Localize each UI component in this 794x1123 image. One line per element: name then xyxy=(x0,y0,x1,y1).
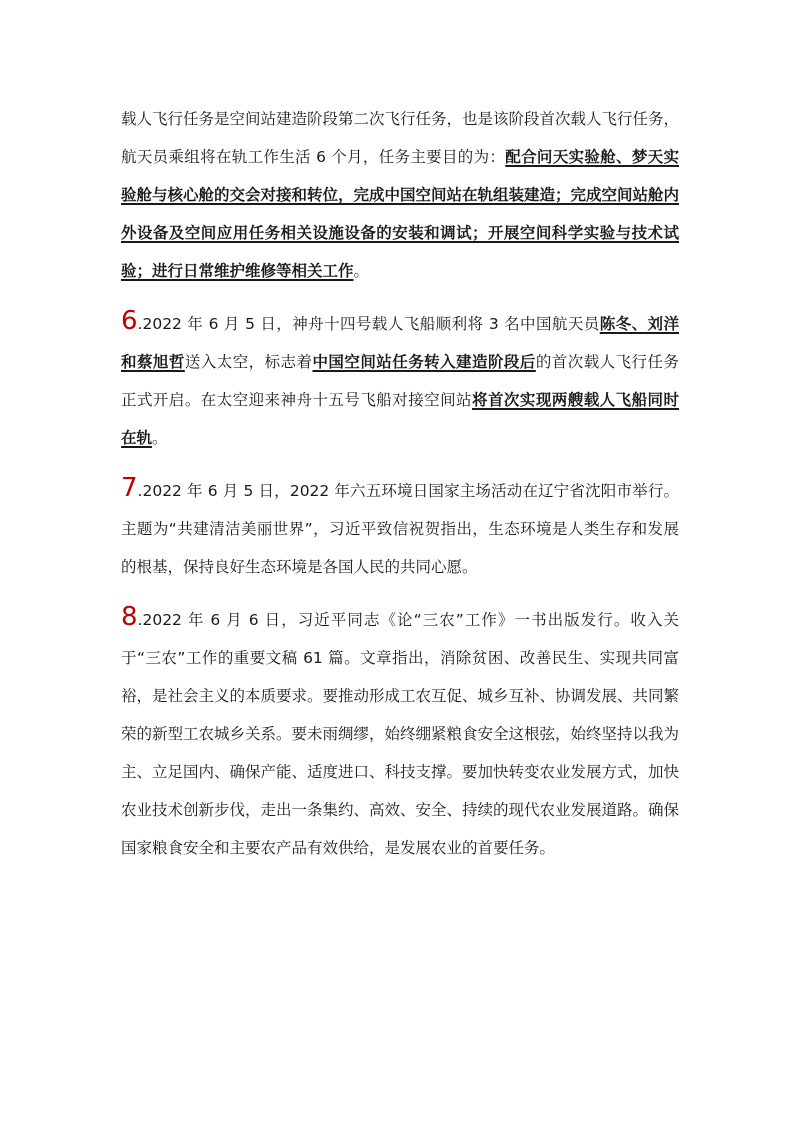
item-number: 7 xyxy=(121,473,138,503)
paragraph-text: 。 xyxy=(353,262,370,280)
item-number: 6 xyxy=(121,306,138,336)
item-number: 8 xyxy=(121,602,138,632)
paragraph-5-continuation xyxy=(121,100,679,290)
paragraph-text: .2022 年 6 月 5 日，神舟十四号载人飞船顺利将 3 名中国航天员 xyxy=(137,315,600,333)
highlighted-text: 将首次实现两艘载人飞船同时在轨 xyxy=(121,391,679,447)
paragraph-text: .2022 年 6 月 5 日，2022 年六五环境日国家主场活动在辽宁省沈阳市举行。主题为“共建清洁美丽世界”，习近平致信祝贺指出，生态环境是人类生存和发展的根基，保持良好生态环境是各国人民的共同心愿。 xyxy=(121,482,679,576)
paragraph-text: 载人飞行任务是空间站建造阶段第二次飞行任务，也是该阶段首次载人飞行任务，航天员乘组将在轨工作生活 6 个月，任务主要目的为： xyxy=(121,110,680,166)
document-body xyxy=(121,100,679,867)
highlighted-text: 陈冬、刘洋和蔡旭哲 xyxy=(121,315,679,371)
paragraph-item-6 xyxy=(121,302,679,457)
paragraph-item-8 xyxy=(121,598,679,867)
paragraph-text: 。 xyxy=(152,429,168,447)
paragraph-item-7 xyxy=(121,469,679,586)
paragraph-text: 的首次载人飞行任务正式开启。在太空迎来神舟十五号飞船对接空间站 xyxy=(121,353,679,409)
paragraph-text: .2022 年 6 月 6 日，习近平同志《论“三农”工作》一书出版发行。收入关于“三农”工作的重要文稿 61 篇。文章指出，消除贫困、改善民生、实现共同富裕，是社会主义的本质要求。要推动形成工农互促、城乡互补、协调发展、共同繁荣的新型工农城乡关系。要未雨绸缪，始终绷紧粮食安全这根弦，始终坚持以我为主、立足国内、确保产能、适度进口、科技支撑。要加快转变农业发展方式，加快农业技术创新步伐，走出一条集约、高效、安全、持续的现代农业发展道路。确保国家粮食安全和主要农产品有效供给，是发展农业的首要任务。 xyxy=(121,611,680,857)
highlighted-text: 配合问天实验舱、梦天实验舱与核心舱的交会对接和转位，完成中国空间站在轨组装建造；完成空间站舱内外设备及空间应用任务相关设施设备的安装和调试；开展空间科学实验与技术试验；进行日常维护维修等相关工作 xyxy=(121,148,680,280)
paragraph-text: 送入太空，标志着 xyxy=(184,353,313,371)
highlighted-text: 中国空间站任务转入建造阶段后 xyxy=(312,353,536,371)
